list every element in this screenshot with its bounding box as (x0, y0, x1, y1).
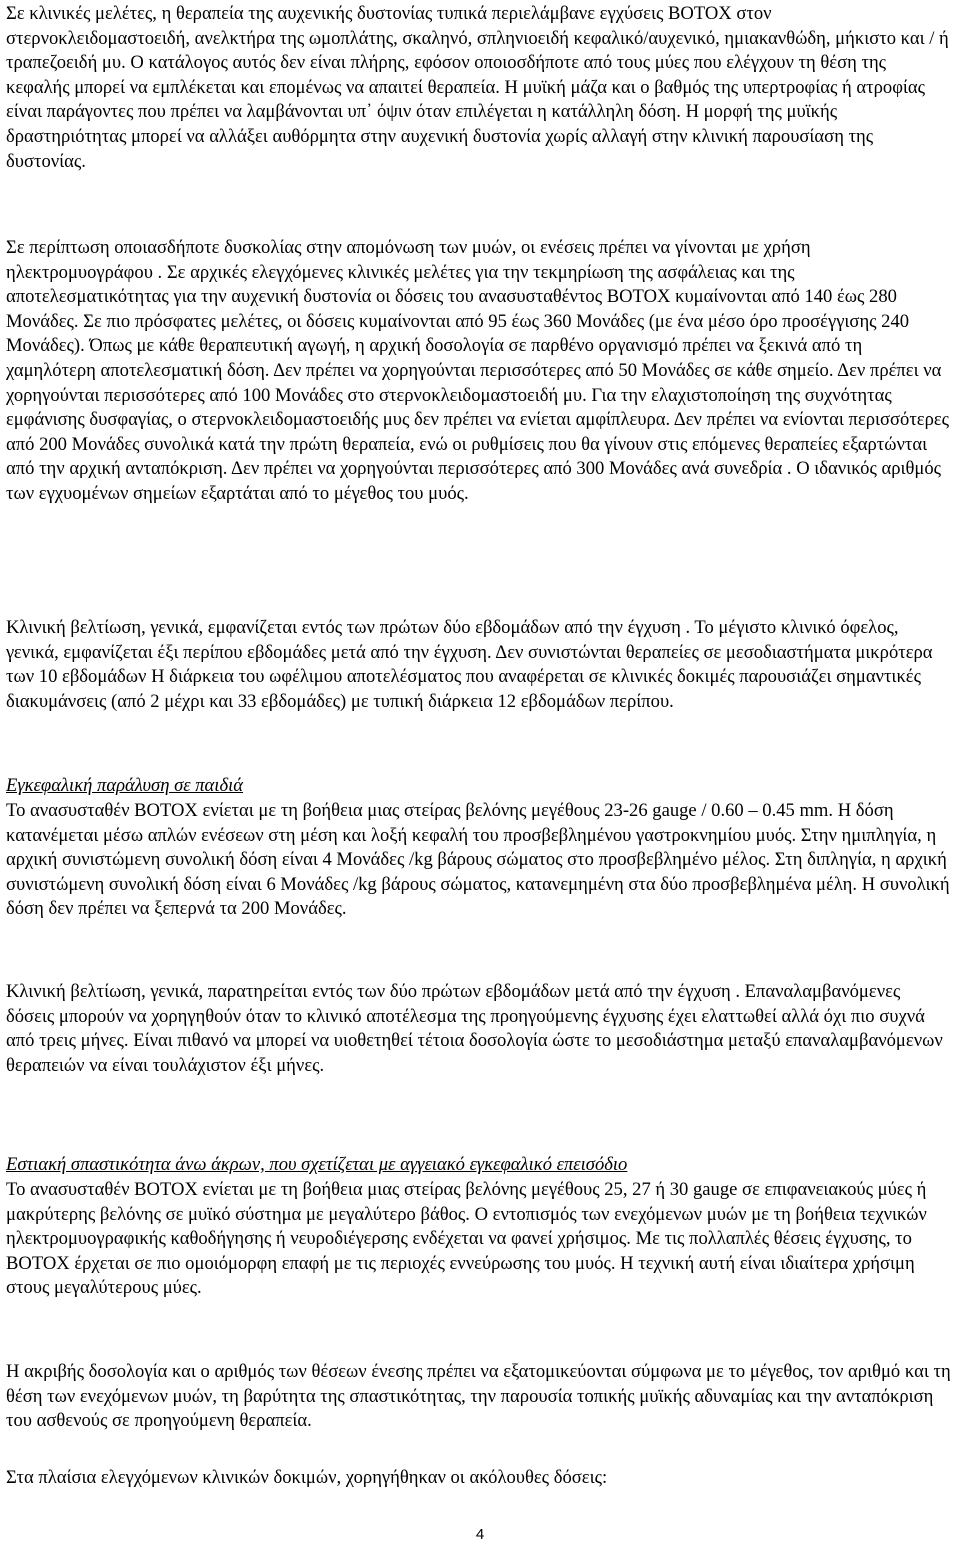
spasticity-paragraph: Το ανασυσταθέν BOTOX ενίεται με τη βοήθεια μιας στείρας βελόνης μεγέθους 25, 27 ή 30 gauge σε επιφανειακούς μύες ή μακρύτερης βελόνης σε μυϊκό σύστημα με μεγαλύτερο βάθος. Ο εντοπισμός των ενεχόμενων μυών με τη βοήθεια τεχνικών ηλεκτρομυογραφικής καθοδήγησης ή νευροδιέγερσης ενδέχεται να φανεί χρήσιμος. Με τις πολλαπλές θέσεις έγχυσης, το BOTOX έρχεται σε πιο ομοιόμορφη επαφή με τις περιοχές εννεύρωσης του μυός. Η τεχνική αυτή είναι ιδιαίτερα χρήσιμη στους μεγαλύτερους μύες. (6, 1179, 927, 1299)
trial-doses-paragraph: Στα πλαίσια ελεγχόμενων κλινικών δοκιμών, χορηγήθηκαν οι ακόλουθες δόσεις: (6, 1467, 608, 1488)
dosing-paragraph: Σε περίπτωση οποιασδήποτε δυσκολίας στην απομόνωση των μυών, οι ενέσεις πρέπει να γίνονται με χρήση ηλεκτρομυογράφου . Σε αρχικές ελεγχόμενες κλινικές μελέτες για την τεκμηρίωση της ασφάλειας και της αποτελεσματικότητας για την αυχενική δυστονία οι δόσεις του ανασυσταθέντος BOTOX κυμαίνονται από 140 έως 280 Μονάδες. Σε πιο πρόσφατες μελέτες, οι δόσεις κυμαίνονται από 95 έως 360 Μονάδες (με ένα μέσο όρο προσέγγισης 240 Μονάδες). Όπως με κάθε θεραπευτική αγωγή, η αρχική δοσολογία σε παρθένο οργανισμό πρέπει να ξεκινά από τη χαμηλότερη αποτελεσματική δόση. Δεν πρέπει να χορηγούνται περισσότερες από 50 Μονάδες σε κάθε σημείο. Δεν πρέπει να χορηγούνται περισσότερες από 100 Μονάδες στο στερνοκλειδομαστοειδή μυ. Για την ελαχιστοποίηση της συχνότητας εμφάνισης δυσφαγίας, ο στερνοκλειδομαστοειδής μυς δεν πρέπει να ενίεται αμφίπλευρα. Δεν πρέπει να ενίονται περισσότερες από 200 Μονάδες συνολικά κατά την πρώτη θεραπεία, ενώ οι ρυθμίσεις που θα γίνουν στις επόμενες θεραπείες εξαρτώνται από την αρχική ανταπόκριση. Δεν πρέπει να χορηγούνται περισσότερες από 300 Μονάδες ανά συνεδρία . Ο ιδανικός αριθμός των εγχυομένων σημείων εξαρτάται από το μέγεθος του μυός. (6, 237, 950, 504)
page-number: 4 (475, 1526, 485, 1543)
precision-paragraph: Η ακριβής δοσολογία και ο αριθμός των θέσεων ένεσης πρέπει να εξατομικεύονται σύμφωνα με το μέγεθος, τον αριθμό και τη θέση των ενεχόμενων μυών, τη βαρύτητα της σπαστικότητας, την παρουσία τοπικής μυϊκής αδυναμίας και την ανταπόκριση του ασθενούς σε προηγούμενη θεραπεία. (6, 1361, 951, 1432)
improvement-paragraph: Κλινική βελτίωση, γενικά, εμφανίζεται εντός των πρώτων δύο εβδομάδων από την έγχυση . Το μέγιστο κλινικό όφελος, γενικά, εμφανίζεται έξι περίπου εβδομάδες μετά από την έγχυση. Δεν συνιστώνται θεραπείες σε μεσοδιαστήματα μικρότερα των 10 εβδομάδων Η διάρκεια του ωφέλιμου αποτελέσματος που αναφέρεται σε κλινικές δοκιμές παρουσιάζει σημαντικές διακυμάνσεις (από 2 μέχρι και 33 εβδομάδες) με τυπική διάρκεια 12 εβδομάδων περίπου. (6, 617, 933, 712)
cerebral-palsy-improvement-paragraph: Κλινική βελτίωση, γενικά, παρατηρείται εντός των δύο πρώτων εβδομάδων μετά από την έγχυση . Επαναλαμβανόμενες δόσεις μπορούν να χορηγηθούν όταν το κλινικό αποτέλεσμα της προηγούμενης έγχυσης έχει ελαττωθεί αλλά όχι πιο συχνά από τρεις μήνες. Είναι πιθανό να μπορεί να υιοθετηθεί τέτοια δοσολογία ώστε το μεσοδιάστημα μεταξύ επαναλαμβανόμενων θεραπειών να είναι τουλάχιστον έξι μήνες. (6, 981, 943, 1076)
spasticity-heading: Εστιακή σπαστικότητα άνω άκρων, που σχετίζεται με αγγειακό εγκεφαλικό επεισόδιο (6, 1154, 628, 1175)
intro-paragraph: Σε κλινικές μελέτες, η θεραπεία της αυχενικής δυστονίας τυπικά περιελάμβανε εγχύσεις BOTOX στον στερνοκλειδομαστοειδή, ανελκτήρα της ωμοπλάτης, σκαληνό, σπληνιοειδή κεφαλικό/αυχενικό, ημιακανθώδη, μήκιστο και / ή τραπεζοειδή μυ. Ο κατάλογος αυτός δεν είναι πλήρης, εφόσον οποιοσδήποτε από τους μύες που ελέγχουν τη θέση της κεφαλής μπορεί να εμπλέκεται και επομένως να απαιτεί θεραπεία. Η μυϊκή μάζα και ο βαθμός της υπερτροφίας ή ατροφίας είναι παράγοντες που πρέπει να λαμβάνονται υπ᾽ όψιν όταν επιλέγεται η κατάλληλη δόση. Η μορφή της μυϊκής δραστηριότητας μπορεί να αλλάξει αυθόρμητα στην αυχενική δυστονία χωρίς αλλαγή στην κλινική παρουσίαση της δυστονίας. (6, 3, 949, 172)
cerebral-palsy-paragraph: Το ανασυσταθέν BOTOX ενίεται με τη βοήθεια μιας στείρας βελόνης μεγέθους 23-26 gauge / 0.60 – 0.45 mm. Η δόση κατανέμεται μέσω απλών ενέσεων στη μέση και λοξή κεφαλή του προσβεβλημένου γαστροκνημίου μυός. Στην ημιπληγία, η αρχική συνιστώμενη συνολική δόση είναι 4 Μονάδες /kg βάρους σώματος στο προσβεβλημένο μέλος. Στη διπληγία, η αρχική συνιστώμενη συνολική δόση είναι 6 Μονάδες /kg βάρους σώματος, κατανεμημένη στα δύο προσβεβλημένα μέλη. Η συνολική δόση δεν πρέπει να ξεπερνά τα 200 Μονάδες. (6, 800, 950, 920)
cerebral-palsy-heading: Εγκεφαλική παράλυση σε παιδιά (6, 775, 244, 796)
